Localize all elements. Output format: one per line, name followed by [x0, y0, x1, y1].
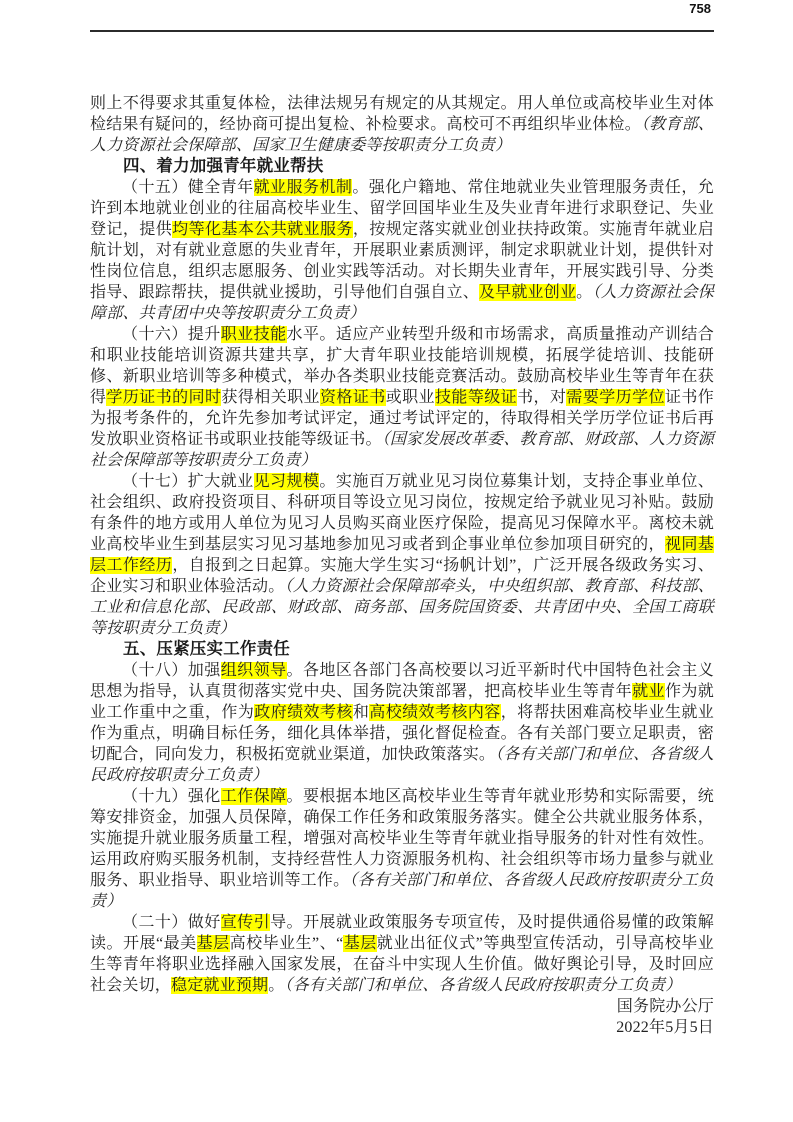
highlighted-text: 稳定就业预期 [171, 977, 269, 994]
attribution-note: （国家发展改革委、教育部、财政部、人力资源社会保障部等按职责分工负责） [90, 431, 715, 469]
body-text: 。强化户籍地、常住地就业失业管理服务责任，允许到本地就业创业的往届高校毕业生、留学回国毕业生及失业青年进行求职登记、失业登记，提供 [90, 179, 714, 238]
highlighted-text: 政府绩效考核 [254, 704, 353, 721]
para-17 [90, 471, 714, 639]
body-text: （二十）做好 [122, 914, 221, 931]
attribution-note: （教育部、人力资源社会保障部、国家卫生健康委等按职责分工负责） [90, 116, 714, 154]
signature-date: 2022年5月5日 [616, 1019, 714, 1036]
highlighted-text: 学历证书的同时 [106, 389, 222, 406]
attribution-note: （各有关部门和单位、各省级人民政府按职责分工负责） [284, 977, 682, 994]
body-text: 高校毕业生”、“ [229, 935, 344, 952]
highlighted-text: 工作保障 [220, 788, 287, 805]
body-text: 证书作为报考条件的，允许先参加考试评定，通过考试评定的，待取得相关学历学位证书后再发放职业资格证书或职业技能等级证书。 [90, 389, 715, 448]
body-text: （十六）提升 [122, 326, 221, 343]
header-rule [90, 30, 714, 32]
highlighted-text: 组织领导 [220, 662, 287, 679]
body-text: 作为就业工作重中之重，作为 [90, 683, 714, 721]
highlighted-text: 就业 [632, 683, 665, 700]
body-text: 导。开展就业政策服务专项宣传，及时提供通俗易懂的政策解读。开展“最美 [90, 914, 715, 952]
highlighted-text: 职业技能 [220, 326, 287, 343]
highlighted-text: 需要学历学位 [566, 389, 665, 406]
heading-section-4: 四、着力加强青年就业帮扶 [123, 157, 324, 175]
attribution-note: （各有关部门和单位、各省级人民政府按职责分工负责） [90, 746, 714, 784]
attribution-note: （人力资源社会保障部、共青团中央等按职责分工负责） [90, 284, 715, 322]
highlighted-text: 基层 [343, 935, 377, 952]
highlighted-text: 资格证书 [319, 389, 386, 406]
highlighted-text: 宣传引 [220, 914, 271, 931]
body-text: 和 [352, 704, 370, 721]
body-text: 或职业 [385, 389, 435, 406]
highlighted-text: 视同基层工作经历 [90, 536, 714, 574]
para-16 [90, 324, 714, 471]
highlighted-text: 基层 [196, 935, 230, 952]
highlighted-text: 及早就业创业 [478, 284, 577, 301]
para-15 [90, 177, 714, 324]
para-19 [90, 786, 714, 912]
body-text: 。 [576, 284, 593, 301]
body-text: 。 [268, 977, 285, 994]
body-text: 获得相关职业 [221, 389, 320, 406]
body-text: 则上不得要求其重复体检，法律法规另有规定的从其规定。用人单位或高校毕业生对体检结果有疑问的，经协商可提出复检、补检要求。高校可不再组织毕业体检。 [90, 95, 714, 133]
body-text: 。实施百万就业见习岗位募集计划，支持企事业单位、社会组织、政府投资项目、科研项目等设立见习岗位，按规定给予就业见习补贴。鼓励有条件的地方或用人单位为见习人员购买商业医疗保险，提高见习保障水平。离校未就业高校毕业生到基层实习见习基地参加见习或者到企事业单位参加项目研究的， [90, 473, 714, 553]
body-text: （十五）健全青年 [122, 179, 254, 196]
body-text: ，将帮扶困难高校毕业生就业作为重点，明确目标任务，细化具体举措，强化督促检查。各有关部门要立足职责，密切配合，同向发力，积极拓宽就业渠道，加快政策落实。 [90, 704, 714, 763]
body-text: 。各地区各部门各高校要以习近平新时代中国特色社会主义思想为指导，认真贯彻落实党中央、国务院决策部署，把高校毕业生等青年 [90, 662, 715, 700]
body-text: 水平。适应产业转型升级和市场需求，高质量推动产训结合和职业技能培训资源共建共享，扩大青年职业技能培训规模，拓展学徒培训、技能研修、新职业培训等多种模式，举办各类职业技能竞赛活动。鼓励高校毕业生等青年在获得 [90, 326, 715, 406]
para-20 [90, 912, 714, 996]
body-text: （十八）加强 [122, 662, 221, 679]
body-text: 就业出征仪式”等典型宣传活动，引导高校毕业生等青年将职业选择融入国家发展，在奋斗中实现人生价值。做好舆论引导，及时回应社会关切， [90, 935, 714, 994]
attribution-note: （各有关部门和单位、各省级人民政府按职责分工负责） [90, 872, 714, 910]
highlighted-text: 见习规模 [253, 473, 320, 490]
page-number: 758 [689, 1, 711, 16]
body-text: ，自报到之日起算。实施大学生实习“扬帆计划”，广泛开展各级政务实习、企业实习和职业体验活动。 [90, 557, 714, 595]
signature-issuer: 国务院办公厅 [616, 998, 714, 1015]
attribution-note: （人力资源社会保障部牵头，中央组织部、教育部、科技部、工业和信息化部、民政部、财政部、商务部、国务院国资委、共青团中央、全国工商联等按职责分工负责） [90, 578, 714, 637]
body-text: （十七）扩大就业 [122, 473, 254, 490]
para-18 [90, 660, 714, 786]
highlighted-text: 均等化基本公共就业服务 [172, 221, 353, 238]
para-continuation [90, 93, 714, 156]
signature [90, 996, 714, 1038]
body-text: ，按规定落实就业创业扶持政策。实施青年就业启航计划，对有就业意愿的失业青年，开展职业素质测评，制定求职就业计划，提供针对性岗位信息，组织志愿服务、创业实践等活动。对长期失业青年，开展实践引导、分类指导、跟踪帮扶，提供就业援助，引导他们自强自立、 [90, 221, 714, 301]
highlighted-text: 就业服务机制 [253, 179, 353, 196]
highlighted-text: 技能等级证 [434, 389, 518, 406]
highlighted-text: 高校绩效考核内容 [369, 704, 501, 721]
body-text: 书，对 [517, 389, 567, 406]
document-body [90, 93, 714, 1038]
heading-section-5: 五、压紧压实工作责任 [123, 640, 290, 658]
body-text: （十九）强化 [122, 788, 221, 805]
body-text: 。要根据本地区高校毕业生等青年就业形势和实际需要，统筹安排资金，加强人员保障，确保工作任务和政策服务落实。健全公共就业服务体系，实施提升就业服务质量工程，增强对高校毕业生等青年就业指导服务的针对性有效性。运用政府购买服务机制，支持经营性人力资源服务机构、社会组织等市场力量参与就业服务、职业指导、职业培训等工作。 [90, 788, 715, 889]
